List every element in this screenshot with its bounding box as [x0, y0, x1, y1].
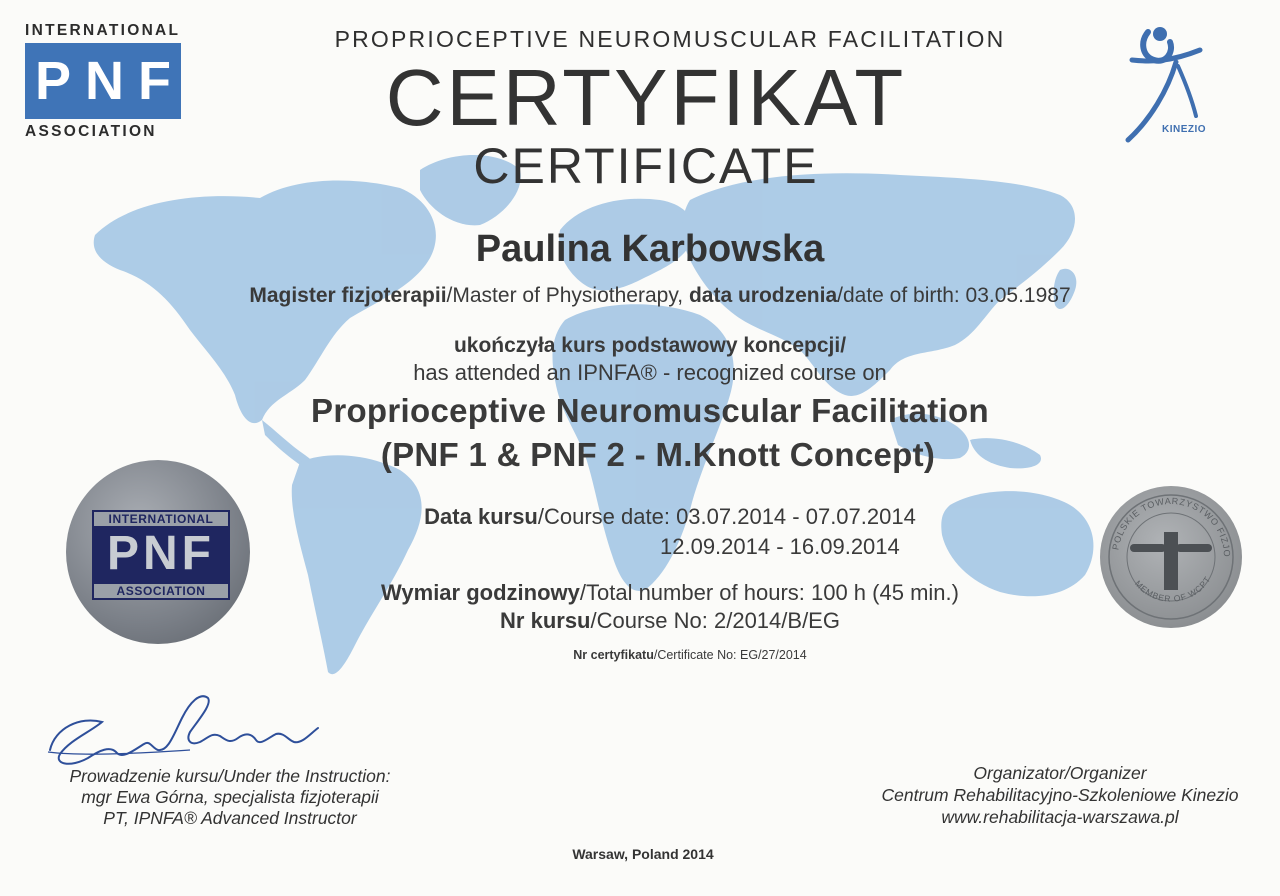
instructor-block	[40, 766, 420, 829]
course-number-en: /Course No: 2/2014/B/EG	[590, 608, 840, 633]
seal-text-pnf: PNF	[107, 527, 215, 580]
place-and-year: Warsaw, Poland 2014	[572, 846, 714, 862]
hours-en: /Total number of hours: 100 h (45 min.)	[579, 580, 959, 605]
organizer-block	[840, 762, 1280, 828]
organizer-line1: Organizator/Organizer	[973, 763, 1147, 783]
instructor-line2: mgr Ewa Górna, specjalista fizjoterapii	[81, 787, 379, 807]
course-date-second: 12.09.2014 - 16.09.2014	[660, 534, 900, 559]
instructor-line1: Prowadzenie kursu/Under the Instruction:	[69, 766, 391, 786]
course-date-pl: Data kursu	[424, 504, 538, 529]
degree-line	[0, 284, 1280, 308]
logo-text-association: ASSOCIATION	[25, 123, 157, 140]
degree-pl: Magister fizjoterapii	[249, 284, 447, 307]
ipnfa-seal-plate	[92, 510, 230, 600]
completed-pl: ukończyła kurs podstawowy koncepcji/	[453, 334, 847, 357]
seal-text-association: ASSOCIATION	[94, 584, 228, 598]
course-name-line1: Proprioceptive Neuromuscular Facilitation	[311, 392, 989, 429]
certificate-number-en: /Certificate No: EG/27/2014	[653, 648, 807, 662]
seal-ring-bottom-text: MEMBER OF WCPT	[1132, 574, 1213, 604]
certificate-number-line	[0, 648, 1280, 662]
course-date-en: /Course date: 03.07.2014 - 07.07.2014	[537, 504, 916, 529]
hours-pl: Wymiar godzinowy	[381, 580, 580, 605]
physiotherapy-society-seal	[1100, 486, 1242, 628]
logo-text-international: INTERNATIONAL	[25, 22, 181, 39]
title-certyfikat: CERTYFIKAT	[385, 53, 907, 142]
degree-en: /Master of Physiotherapy,	[446, 284, 689, 307]
seal-emblem-icon	[1100, 486, 1242, 628]
subtitle-pnf: PROPRIOCEPTIVE NEUROMUSCULAR FACILITATION	[334, 26, 1006, 52]
kinezio-label: KINEZIO	[1162, 124, 1207, 135]
recipient-name: Paulina Karbowska	[475, 228, 825, 270]
seal-text-international: INTERNATIONAL	[94, 512, 228, 526]
attended-en: has attended an IPNFA® - recognized course on	[413, 360, 887, 385]
instructor-line3: PT, IPNFA® Advanced Instructor	[103, 808, 357, 828]
certificate-number-pl: Nr certyfikatu	[573, 648, 654, 662]
ipnfa-seal	[66, 460, 250, 644]
logo-text-pnf: PNF	[25, 43, 181, 119]
organizer-line2: Centrum Rehabilitacyjno-Szkoleniowe Kinezio	[881, 785, 1239, 805]
dob-pl: data urodzenia	[688, 284, 838, 307]
course-name-line2: (PNF 1 & PNF 2 - M.Knott Concept)	[380, 436, 936, 473]
dob-en: /date of birth: 03.05.1987	[837, 284, 1071, 307]
course-number-pl: Nr kursu	[500, 608, 591, 633]
seal-ring-text: POLSKIE TOWARZYSTWO FIZJO	[1110, 495, 1233, 558]
title-certificate: CERTIFICATE	[473, 138, 819, 194]
organizer-line3: www.rehabilitacja-warszawa.pl	[941, 807, 1179, 827]
